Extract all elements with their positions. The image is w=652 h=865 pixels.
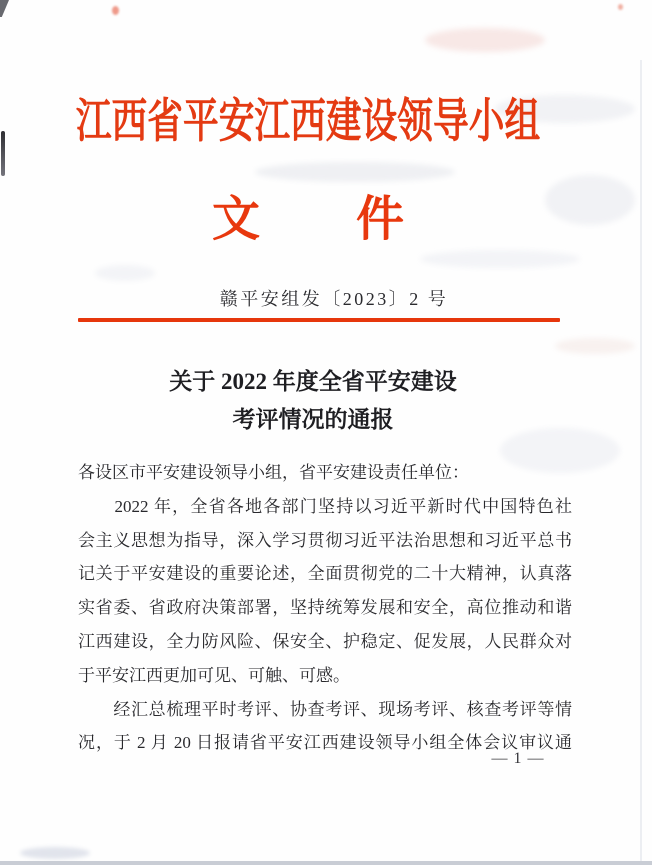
notice-title-line1: 关于 2022 年度全省平安建设 [169,369,457,394]
scan-smudge [425,28,545,52]
salutation-line: 各设区市平安建设领导小组，省平安建设责任单位： [78,463,469,482]
page-number: — 1 — [491,750,545,767]
body-line: 经汇总梳理平时考评、协查考评、现场考评、核查考评等情 [78,699,572,719]
body-line: 会主义思想为指导，深入学习贯彻习近平法治思想和习近平总书 [78,530,572,550]
scan-red-speck [112,6,119,15]
scan-smudge [95,265,155,281]
body-line: 于平安江西更加可见、可触、可感。 [78,665,350,685]
scan-smudge [420,250,580,268]
scan-smudge [545,175,635,225]
body-line: 记关于平安建设的重要论述，全面贯彻党的二十大精神，认真落 [78,564,572,584]
issuing-org-title: 江西省平安江西建设领导小组 [75,96,541,148]
scan-smudge [20,847,90,859]
scan-corner-artifact [0,0,9,17]
scan-smudge [255,162,455,182]
body-line: 况，于 2 月 20 日报请省平安江西建设领导小组全体会议审议通 [78,733,572,753]
scanner-bottom-strip [0,861,652,865]
body-line: 实省委、省政府决策部署，坚持统筹发展和安全，高位推动和谐 [78,598,572,618]
body-line: 江西建设，全力防风险、保安全、护稳定、促发展，人民群众对 [78,631,572,651]
notice-title-line2: 考评情况的通报 [232,407,394,432]
page-edge-line [640,60,642,861]
document-reference-number: 赣平安组发〔2023〕2 号 [219,289,449,309]
scan-edge-streak [1,131,5,176]
red-divider-rule [78,318,560,322]
document-type-word: 文 件 [211,193,405,246]
scan-smudge [555,338,635,354]
scan-red-speck [618,4,623,10]
notice-title [169,363,457,439]
document-body [78,456,572,760]
body-line: 2022 年，全省各地各部门坚持以习近平新时代中国特色社 [78,496,572,516]
